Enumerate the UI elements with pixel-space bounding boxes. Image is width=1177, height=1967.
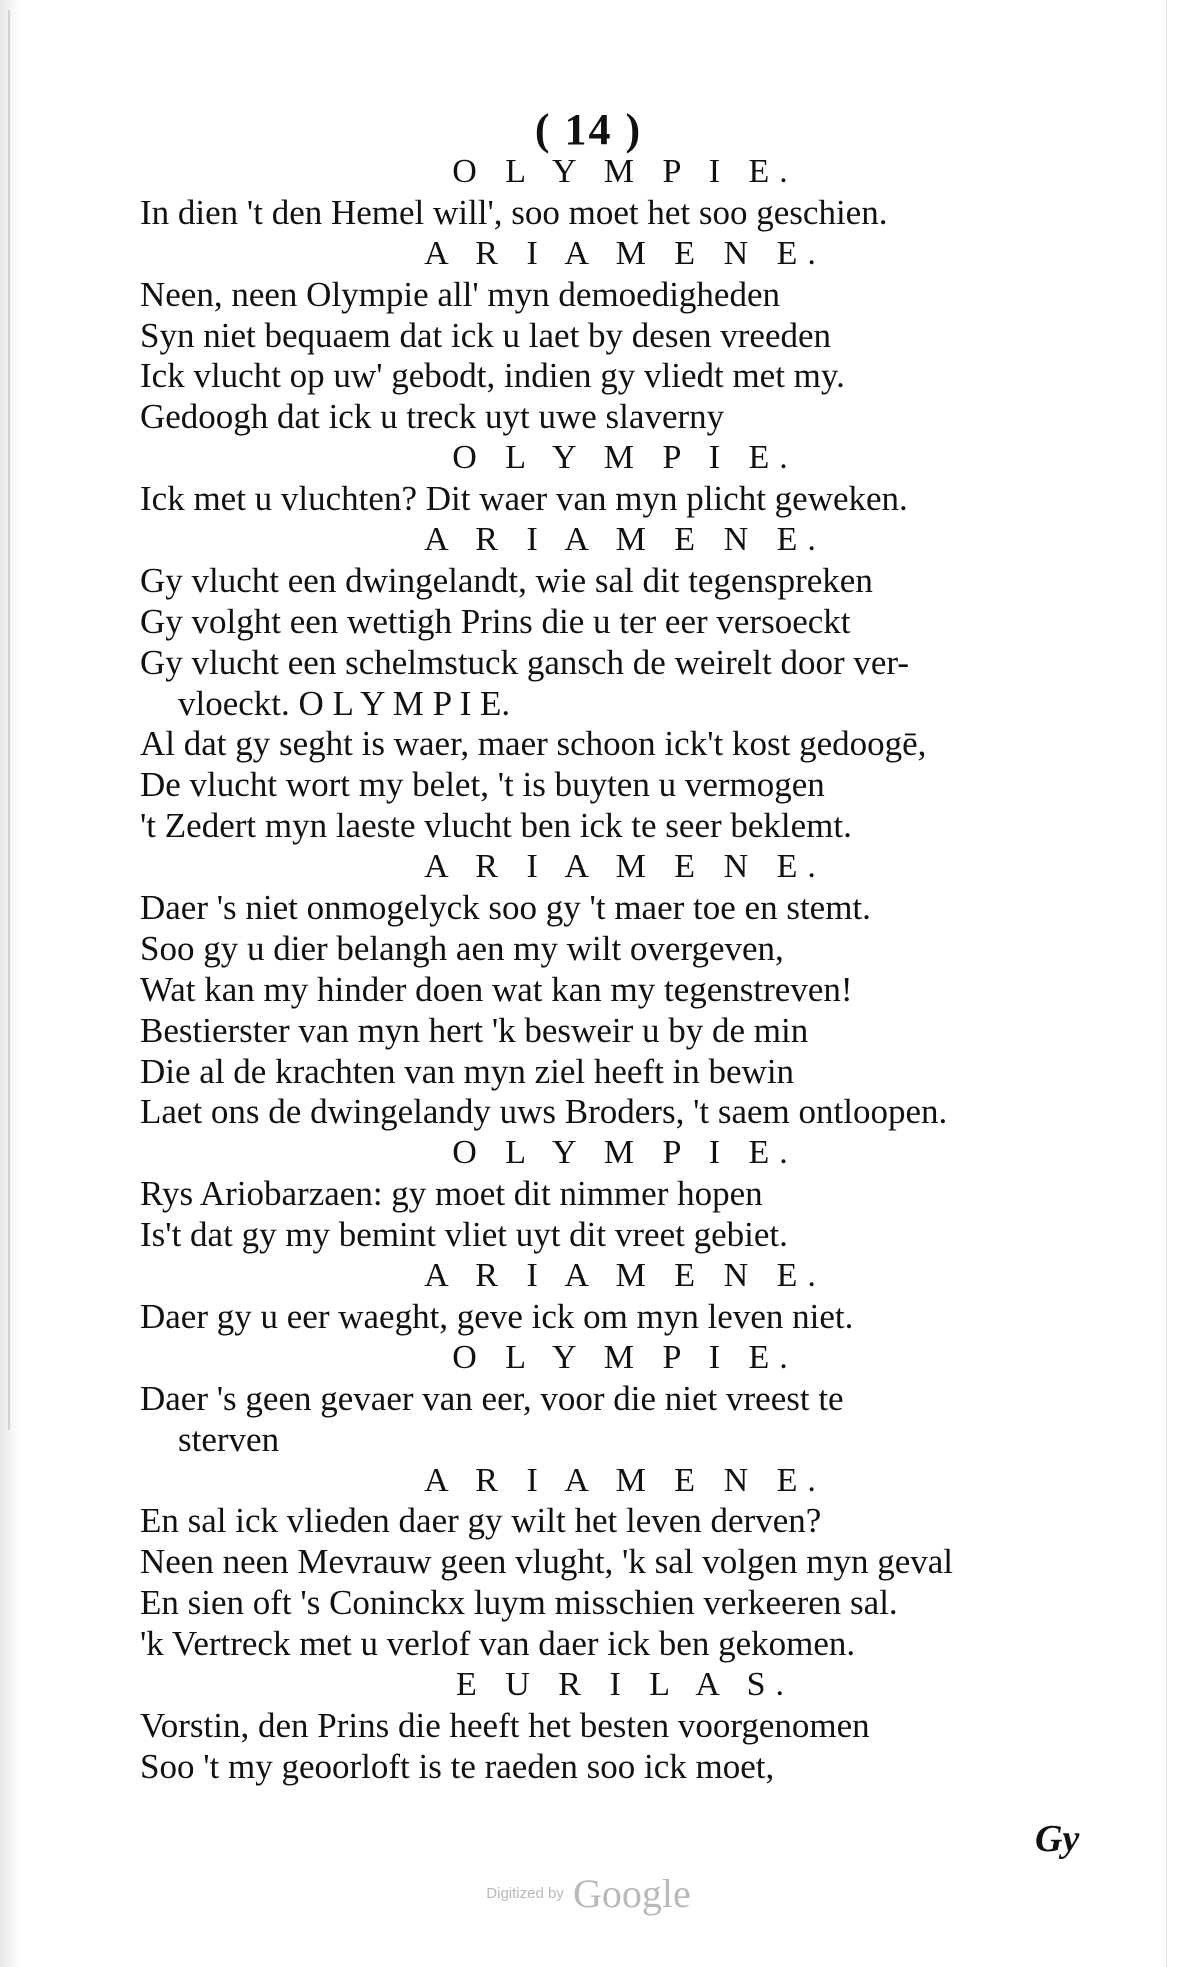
speaker-heading: A R I A M E N E. (424, 1257, 826, 1295)
verse-line: sterven (178, 1419, 280, 1459)
verse-line: Gy volght een wettigh Prins die u ter eer versoeckt (140, 601, 851, 641)
verse-line: Daer 's geen gevaer van eer, voor die niet vreest te (140, 1378, 844, 1418)
verse-line: Ick vlucht op uw' gebodt, indien gy vliedt met my. (140, 356, 845, 396)
verse-line: Vorstin, den Prins die heeft het besten voorgenomen (140, 1705, 870, 1745)
speaker-heading: A R I A M E N E. (424, 1461, 826, 1499)
watermark-prefix: Digitized by (486, 1885, 564, 1902)
verse-line: Gy vlucht een schelmstuck gansch de weirelt door ver- (140, 642, 910, 682)
verse-line: Daer 's niet onmogelyck soo gy 't maer toe en stemt. (140, 888, 871, 928)
verse-line: Wat kan my hinder doen wat kan my tegenstreven! (140, 969, 853, 1009)
verse-line: Al dat gy seght is waer, maer schoon ick't kost gedoogē, (140, 724, 927, 764)
catchword: Gy (1035, 1818, 1080, 1860)
verse-line: Soo gy u dier belangh aen my wilt overgeven, (140, 928, 784, 968)
speaker-heading: A R I A M E N E. (424, 521, 826, 559)
verse-line: 'k Vertreck met u verlof van daer ick ben gekomen. (140, 1624, 856, 1664)
verse-line: Soo 't my geoorloft is te raeden soo ick moet, (140, 1746, 775, 1786)
watermark-brand: Google (572, 1871, 691, 1916)
speaker-heading: O L Y M P I E. (452, 1134, 798, 1172)
verse-line: 't Zedert myn laeste vlucht ben ick te seer beklemt. (140, 806, 852, 846)
verse-line: Gy vlucht een dwingelandt, wie sal dit tegenspreken (140, 560, 873, 600)
verse-line: Neen, neen Olympie all' myn demoedigheden (140, 274, 780, 314)
verse-line: Syn niet bequaem dat ick u laet by desen vreeden (140, 315, 832, 355)
speaker-heading: O L Y M P I E. (452, 439, 798, 477)
verse-line: En sien oft 's Coninckx luym misschien verkeeren sal. (140, 1583, 898, 1623)
verse-line: En sal ick vlieden daer gy wilt het leven derven? (140, 1501, 822, 1541)
verse-line: Gedoogh dat ick u treck uyt uwe slaverny (140, 397, 725, 437)
verse-line: Is't dat gy my bemint vliet uyt dit vreet gebiet. (140, 1215, 788, 1255)
verse-line: Die al de krachten van myn ziel heeft in bewin (140, 1051, 795, 1091)
speaker-heading: A R I A M E N E. (424, 234, 826, 272)
verse-line: De vlucht wort my belet, 't is buyten u vermogen (140, 765, 825, 805)
verse-line: vloeckt. O L Y M P I E. (178, 683, 511, 723)
digitization-watermark (0, 1870, 1177, 1917)
play-text (140, 152, 1110, 1788)
verse-line: Neen neen Mevrauw geen vlught, 'k sal volgen myn geval (140, 1542, 954, 1582)
verse-line: Laet ons de dwingelandy uws Broders, 't saem ontloopen. (140, 1092, 948, 1132)
scan-right-edge (1166, 0, 1167, 1967)
speaker-heading: O L Y M P I E. (452, 1338, 798, 1376)
speaker-heading: A R I A M E N E. (424, 848, 826, 886)
scan-page-edge (0, 0, 20, 1967)
verse-line: Ick met u vluchten? Dit waer van myn plicht geweken. (140, 479, 908, 519)
scan-binding-line (8, 10, 10, 1430)
verse-line: In dien 't den Hemel will', soo moet het soo geschien. (140, 192, 888, 232)
verse-line: Bestierster van myn hert 'k besweir u by de min (140, 1010, 809, 1050)
verse-line: Daer gy u eer waeght, geve ick om myn leven niet. (140, 1296, 854, 1336)
page-number: ( 14 ) (534, 105, 643, 154)
speaker-heading: O L Y M P I E. (452, 153, 798, 190)
speaker-heading: E U R I L A S. (455, 1665, 795, 1703)
verse-line: Rys Ariobarzaen: gy moet dit nimmer hopen (140, 1174, 763, 1214)
